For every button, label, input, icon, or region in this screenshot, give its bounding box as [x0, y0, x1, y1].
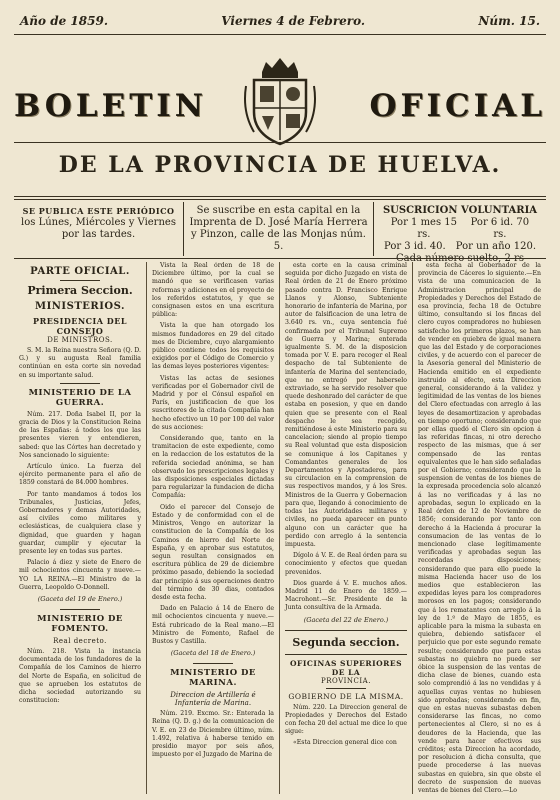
paragraph: «Esta Direccion general dice con [293, 739, 397, 747]
paragraph: Por tanto mandamos á todos los Tribunales, Justicias, Jefes, Gobernadores y demas Autoridades, así civiles como militares y eclesiásticas, de cualquiera clase y dignidad, que guarden y hagan guardar, cumplir y ejecutar la presente ley en todas sus partes. [19, 490, 141, 556]
paragraph: Vista la Real órden de 18 de Diciembre último, por la cual se mandó que se verificasen varias reformas y adiciones en el proyecto de los referidos estatutos, y que se consignasen estos en una escritura pública: [152, 262, 274, 319]
pub-line-3: por las tardes. [61, 229, 136, 240]
subscription-prices [374, 202, 546, 264]
paragraph: Vistas las actas de sesiones verificadas por el Gobernador civil de Madrid y por el Cónsul español en París, en justificacion de que los suscritores de la citada Compañía han hecho efectivo un 10 por 100 del valor de sus acciones: [152, 374, 274, 431]
paragraph: Oido el parecer del Consejo de Estado y de conformidad con el de Ministros, Vengo en autorizar la constitucion de la Compañía de los Caminos de hierro del Norte de España, y en aprobar sus estatutos, segun resultan consignados en escritura pública de 29 de diciembre próximo pasado, debiendo la sociedad dar principio á sus operaciones dentro del término de 30 dias, contados desde esta fecha. [152, 503, 274, 601]
dateline [20, 14, 540, 28]
subtitle-rule-top [14, 196, 546, 197]
coat-of-arms-icon [240, 56, 320, 148]
fomento-heading: MINISTERIO DE FOMENTO. [37, 614, 123, 635]
paragraph: Considerando que, tanto en la tramitacion de este expediente, como en la redaccion de los estatutos de la referida sociedad anónima, se han observado los prescripciones legales y las disposiciones especiales dictadas para regularizar la fundacion de dicha Compañía: [152, 435, 274, 500]
paragraph: S. M. la Reina nuestra Señora (Q. D. G.) y su augusta Real familia continúan en esta corte sin novedad en su importante salud. [19, 347, 141, 379]
pub-line-2: los Lúnes, Miércoles y Viernes [21, 217, 176, 228]
subscription-address: Se suscribe en esta capital en la Imprenta de D. José María Herrera y Pinzon, calle de las Monjas núm. 5. [184, 202, 374, 256]
paragraph: Dios guarde á V. E. muchos años. Madrid 11 de Enero de 1859.—Macrohont.—Sr. Presidente de la Junta consultiva de la Armada. [285, 579, 407, 612]
ministros-subheading: DE MINISTROS. [47, 336, 113, 344]
publication-info [14, 202, 546, 264]
gaceta-citation: (Gaceta del 19 de Enero.) [37, 595, 123, 604]
marina-heading: MINISTERIO DE MARINA. [170, 668, 256, 689]
price-single-issue: Cada número suelto, 2 rs [396, 253, 524, 264]
paragraph: Núm. 217. Doña Isabel II, por la gracia de Dios y la Constitucion Reina de las Españas: á todos los que las presentes vieren y entendieren, sabed: que las Córtes han decretado y Nos sancionado lo siguiente: [19, 410, 141, 459]
gaceta-citation: (Gaceta del 22 de Enero.) [303, 615, 389, 624]
price-1-year: Por un año 120. [455, 241, 536, 252]
oficinas-heading: OFICINAS SUPERIORES DE LA [290, 658, 402, 677]
subtitle-rule-bottom [14, 199, 546, 200]
gobierno-heading: GOBIERNO DE LA MISMA. [288, 691, 404, 701]
column-3 [280, 262, 413, 794]
direccion-subheading: Direccion de Artillería é Infantería de Marina. [170, 691, 256, 708]
paragraph: Núm. 218. Vista la instancia documentada de los fundadores de la Compañía de los Caminos de hierro del Norte de España, en solicitud de que se aprueben los estatutos de dicha sociedad autorizando su constitucion: [19, 648, 141, 705]
paragraph: Artículo único. La fuerza del ejército permanente para el año de 1859 constará de 84.000 hombres. [19, 463, 141, 487]
segunda-seccion-box [285, 630, 407, 655]
price-3-months: Por 3 id. 40. [384, 241, 446, 252]
paragraph: Vista la que han otorgado los mismos fundadores en 29 del citado mes de Diciembre, cuyo alargamiento público contiene todos los requisitos exigidos por el Código de Comercio y las demas leyes posteriores vigentes: [152, 322, 274, 371]
subscription-title: SUSCRICION VOLUNTARIA [382, 205, 538, 216]
divider [193, 663, 233, 664]
price-1-month: Por 1 mes 15 rs. [390, 217, 458, 240]
primera-seccion-heading: Primera Seccion. [27, 284, 133, 297]
paragraph: Núm. 219. Excmo. Sr.: Enterada la Reina (Q. D. g.) de la comunicacion de V. E. en 23 de Diciembre último, núm. 1.492, relativa á haberse tenido en presidio mayor por seis años, impuesto por el Juzgado de Marina de [152, 710, 274, 759]
date-label: Viernes 4 de Febrero. [221, 14, 366, 28]
info-rule [14, 258, 546, 259]
pub-line-1: SE PUBLICA ESTE PERIÓDICO [22, 206, 175, 216]
gaceta-citation: (Gaceta del 18 de Enero.) [170, 649, 256, 658]
provincia-subheading: PROVINCIA. [321, 676, 371, 685]
segunda-seccion-heading: Segunda seccion. [292, 635, 400, 649]
paragraph: Dígolo á V. E. de Real órden para su conocimiento y efectos que quedan prevenidos. [285, 552, 407, 576]
paragraph: Palacio á diez y siete de Enero de mil ochocientos cincuenta y nueve.—YO LA REINA.—El Ministro de la Guerra, Leopoldo O-Donnell. [19, 559, 141, 591]
column-4 [413, 262, 546, 794]
divider [60, 280, 100, 281]
parte-oficial-heading: PARTE OFICIAL. [30, 266, 130, 277]
column-2 [147, 262, 280, 794]
divider [326, 688, 366, 689]
divider [60, 383, 100, 384]
paragraph: Dado en Palacio á 14 de Enero de mil ochocientos cincuenta y nueve.—Está rubricado de la Real mano.—El Ministro de Fomento, Rafael de Bustos y Castilla. [152, 605, 274, 645]
province-subtitle: DE LA PROVINCIA DE HUELVA. [58, 152, 502, 178]
paragraph: esta fecha al Gobernador de la provincia de Cáceres lo siguiente.—En vista de una comunicacion de la Administracion principal de Propiedades y Derechos del Estado de esa provincia, fecha 18 de Octubre último, consultando si los fincas del clero cuyos compradores no hubiesen satisfecho los primeros plazos, se han de vender en quiebra de igual manera que las del Estado y de corporaciones civiles, y de acuerdo con el parecer de la Asesoría general del Ministerio de Hacienda emitido en el expediente instruido al efecto, esta Direccion general, considerando á la validez y legitimidad de las ventas de los bienes del Clero efectuadas con arreglo á las leyes de desamortizacion y aprobadas en tiempo oportuno; considerando que por ellas quedó el Clero sin opcion á las referidas fincas, ni otro derecho respecto de las mismas, que á ser compensado de las rentas equivalentes que le han sido señaladas por el Gobierno; considerando que la suspension de ventas de los bienes de la expresada procedencia solo alcanzó á las no verificadas y á las no aprobadas, segun lo explicado en la Real órden de 12 de Noviembre de 1856; considerando por tanto con derecho á la Hacienda á procurar la consumacion de las ventas de lo mencionado clase legítimamente verificadas y aprobadas segun las recordadas disposiciones; considerando que para ello puede la misma Hacienda hacer uso de los medios que establecieron las expedidas leyes para los compradores morosos en los pagos; considerando que á los rematantes con arreglo á la ley de 1.º de Mayo de 1855, es aplicable para la misma la subasta en quiebra, debiendo satisfacer el perjuicio que por este segundo remate resulte; considerando que para estas subastas no quiebra no puede ser óbice la suspension de las ventas de dicha clase de bienes, cuando esta solo comprendió á las no vendidas y á aquellas cuyas ventas no hubiesen sido aprobadas; considerando en fin, que en estas nuevas subastas deben considerarse las fincas, no como pertenecientes al Clero, si no es á deudores de la Hacienda, que las vende para hacer efectivos sus créditos; esta Direccion ha acordado, por resolucion á dicha consulta, que puede procederse á las nuevas subastas en quiebra, sin que obste el decreto de suspension de nuevas ventas de bienes del Clero.—Lo [418, 262, 541, 794]
paragraph: Núm. 220. La Direccion general de Propiedades y Derechos del Estado con fecha 20 del actual me dice lo que sigue: [285, 703, 407, 736]
year-label: Año de 1859. [20, 14, 108, 28]
column-1 [14, 262, 147, 794]
price-6-months: Por 6 id. 70 rs. [470, 217, 530, 240]
divider [60, 609, 100, 610]
masthead-rule [14, 142, 546, 143]
issue-number: Núm. 15. [478, 14, 540, 28]
presidencia-heading: PRESIDENCIA DEL CONSEJO [33, 316, 127, 336]
paragraph: esta corte en la causa criminal seguida por dicho Juzgado en vista de Real órden de 21 de Enero próximo pasado contra D. Francisco Enrique Llanos y Alonso, Subteniente honorario de infantería de Marina, por autor de falsificacion de una letra de 3.640 rs. vn., cuya sentencia fué confirmada por el Tribunal Supremo de Guerra y Marina; enterada igualmente S. M. de la disposicion tomada por V. E. para recoger el Real despacho de tal Subteniente de infantería de Marina del sentenciado, que no entregó por haberselo extraviado, se ha servido resolver que quede deshonrado del carácter de que estaba en posesion, y que en dando quien que se presente con el Real despacho le sea recogido, remitiéndose á este Ministerio para su cancelacion; siendo al propio tiempo su Real voluntad que esta disposicion se comunique á los Capitanes y Comandantes generales de los Departamentos y Apostaderos, para su circulacion en la comprension de sus respectivos mandos, y á los Sres. Ministros de la Guerra y Gobernacion para que, llegando á conocimiento de todas las Autoridades militares y civiles, no pueda aparecer en punto alguno con un carácter que ha perdido con arreglo á la sentencia impuesta. [285, 262, 407, 548]
publication-days [14, 202, 184, 256]
article-columns [14, 262, 546, 794]
guerra-heading: MINISTERIO DE LA GUERRA. [28, 387, 132, 408]
masthead-title-right: OFICIAL [369, 88, 546, 124]
masthead-title-left: BOLETIN [14, 88, 208, 124]
real-decreto-subheading: Real decreto. [53, 637, 107, 646]
masthead [14, 74, 546, 144]
header-rule [14, 34, 546, 35]
ministerios-heading: MINISTERIOS. [35, 301, 125, 312]
